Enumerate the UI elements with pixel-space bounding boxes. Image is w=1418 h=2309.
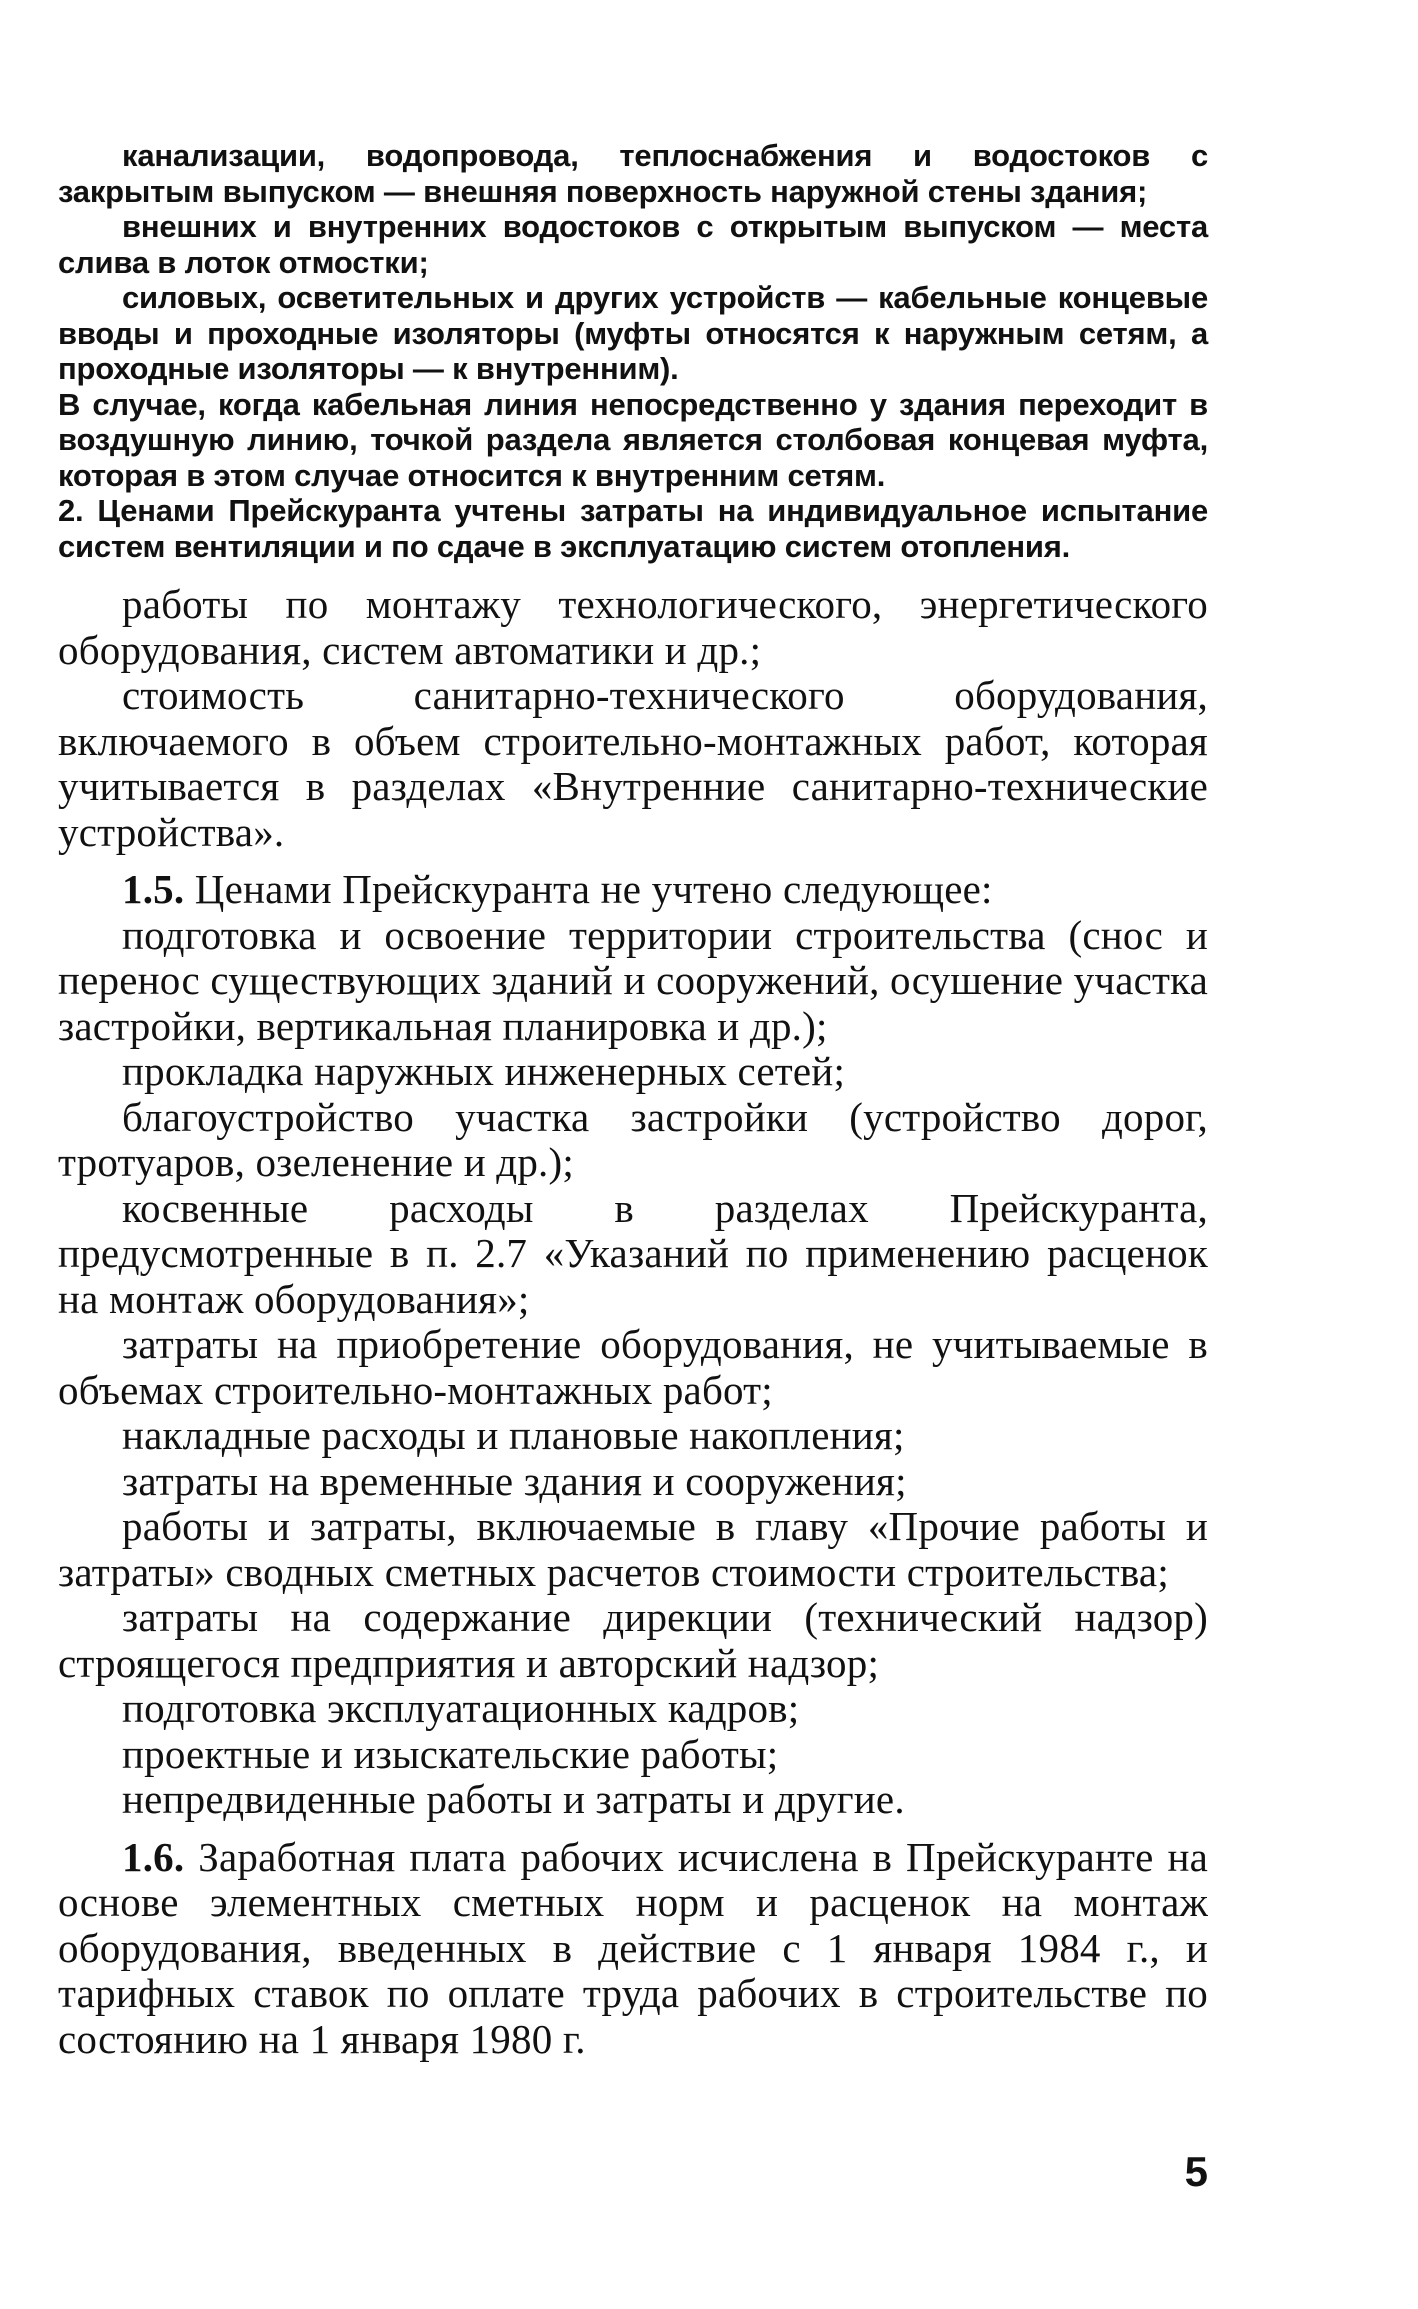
paragraph-installation-works: работы по монтажу технологического, энергетического оборудования, систем автоматики и др.; — [58, 581, 1208, 673]
note-drains: внешних и внутренних водостоков с открытым выпуском — места слива в лоток отмостки; — [58, 209, 1208, 280]
note-sewerage: канализации, водопровода, теплоснабжения и водостоков с закрытым выпуском — внешняя поверхность наружной стены здания; — [58, 138, 1208, 209]
list-item: накладные расходы и плановые накопления; — [122, 1412, 905, 1458]
list-item: работы и затраты, включаемые в главу «Прочие работы и затраты» сводных сметных расчетов стоимости строительства; — [58, 1503, 1208, 1595]
list-item: проектные и изыскательские работы; — [122, 1730, 779, 1777]
list-item: затраты на временные здания и сооружения; — [122, 1457, 907, 1504]
list-item: косвенные расходы в разделах Прейскуранта, предусмотренные в п. 2.7 «Указаний по применению расценок на монтаж оборудования»; — [58, 1184, 1208, 1322]
list-item: подготовка и освоение территории строительства (снос и перенос существующих зданий и сооружений, осушение участка застройки, вертикальная планировка и др.); — [58, 911, 1208, 1049]
section-1-5-number: 1.5. — [122, 866, 185, 912]
list-item: прокладка наружных инженерных сетей; — [122, 1048, 846, 1094]
section-1-5-text: Ценами Прейскуранта не учтено следующее: — [184, 866, 993, 912]
section-1-6-number: 1.6. — [122, 1833, 185, 1880]
section-1-5 — [58, 867, 1208, 913]
page-content — [58, 138, 1208, 2062]
page-number: 5 — [1184, 2148, 1208, 2195]
list-item: затраты на содержание дирекции (технический надзор) строящегося предприятия и авторский надзор; — [58, 1594, 1208, 1686]
list-item: затраты на приобретение оборудования, не учитываемые в объемах строительно-монтажных работ; — [58, 1321, 1208, 1413]
note-power: силовых, осветительных и других устройств — кабельные концевые вводы и проходные изоляторы (муфты относятся к наружным сетям, а проходные изоляторы — к внутренним). — [58, 280, 1208, 386]
paragraph-sanitary-equipment: стоимость санитарно-технического оборудования, включаемого в объем строительно-монтажных работ, которая учитывается в разделах «Внутренние санитарно-технические устройства». — [58, 672, 1208, 855]
section-1-6-text: Заработная плата рабочих исчислена в Прейскуранте на основе элементных сметных норм и расценок на монтаж оборудования, введенных в действие с 1 января 1984 г., и тарифных ставок по оплате труда рабочих в строительстве по состоянию на 1 января 1980 г. — [58, 1833, 1208, 2062]
list-item: подготовка эксплуатационных кадров; — [122, 1685, 800, 1731]
list-item: непредвиденные работы и затраты и другие. — [122, 1776, 905, 1822]
note-item-2: 2. Ценами Прейскуранта учтены затраты на индивидуальное испытание систем вентиляции и по сдаче в эксплуатацию систем отопления. — [58, 493, 1208, 564]
list-item: благоустройство участка застройки (устройство дорог, тротуаров, озеленение и др.); — [58, 1093, 1208, 1185]
note-cable-line: В случае, когда кабельная линия непосредственно у здания переходит в воздушную линию, точкой раздела является столбовая концевая муфта, которая в этом случае относится к внутренним сетям. — [58, 386, 1208, 493]
section-1-6 — [58, 1835, 1208, 2063]
